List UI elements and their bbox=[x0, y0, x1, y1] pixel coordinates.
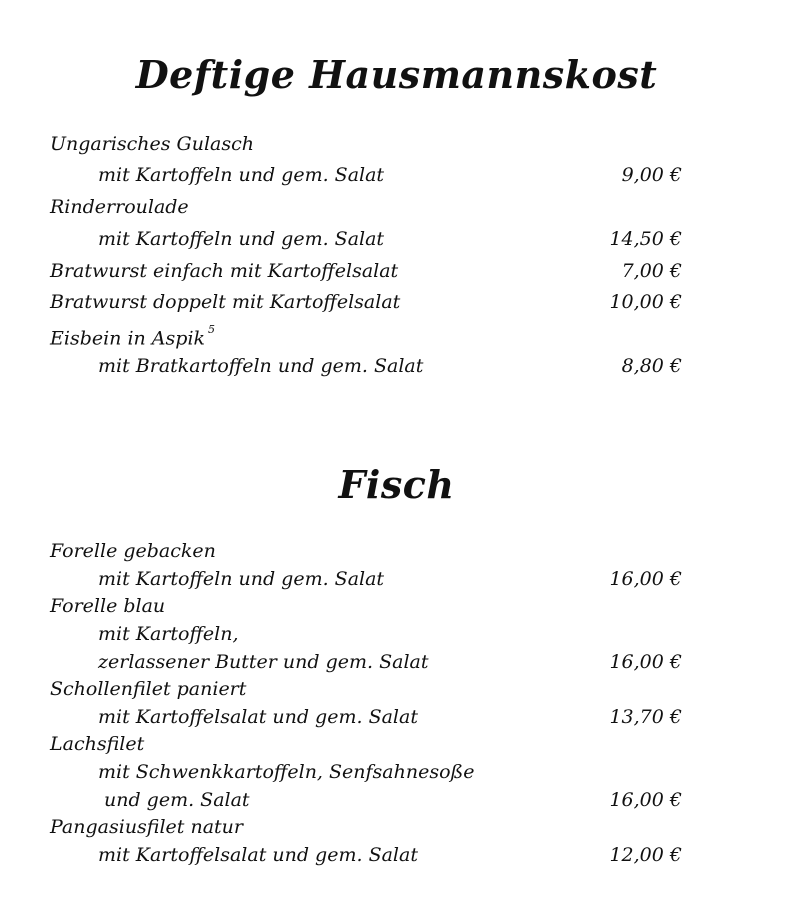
menu-item-price: 16,00 € bbox=[609, 789, 682, 811]
menu-item-name bbox=[0, 320, 793, 348]
menu-item-price: 13,70 € bbox=[609, 706, 682, 728]
menu-item-detail bbox=[0, 225, 793, 253]
menu-item-detail bbox=[0, 161, 793, 189]
menu-item-name bbox=[0, 257, 793, 285]
menu-item-price: 12,00 € bbox=[609, 844, 682, 866]
menu-item-label: Forelle blau bbox=[50, 595, 166, 617]
allergen-footnote: 5 bbox=[208, 323, 216, 336]
menu-item-detail bbox=[0, 648, 793, 676]
menu-item-detail bbox=[0, 352, 793, 380]
menu-item-name bbox=[0, 730, 793, 758]
menu-item-label: mit Kartoffeln, bbox=[98, 623, 239, 645]
menu-item-detail bbox=[0, 841, 793, 869]
menu-item-label: Bratwurst einfach mit Kartoffelsalat bbox=[50, 260, 399, 282]
menu-item-detail bbox=[0, 758, 793, 786]
menu-item-name bbox=[0, 592, 793, 620]
menu-item-name bbox=[0, 537, 793, 565]
menu-item-label: Bratwurst doppelt mit Kartoffelsalat bbox=[50, 291, 401, 313]
menu-item-detail bbox=[0, 786, 793, 814]
menu-item-name bbox=[0, 675, 793, 703]
menu-item-label: Ungarisches Gulasch bbox=[50, 133, 255, 155]
menu-item-price: 7,00 € bbox=[621, 260, 682, 282]
menu-item-detail bbox=[0, 620, 793, 648]
menu-item-label: mit Bratkartoffeln und gem. Salat bbox=[98, 355, 424, 377]
menu-item-name bbox=[0, 288, 793, 316]
menu-item-label: und gem. Salat bbox=[104, 789, 250, 811]
menu-item-label: mit Schwenkkartoffeln, Senfsahnesoße bbox=[98, 761, 475, 783]
menu-item-label: Schollenfilet paniert bbox=[50, 678, 247, 700]
menu-item-price: 16,00 € bbox=[609, 651, 682, 673]
menu-item-detail bbox=[0, 565, 793, 593]
menu-item-price: 14,50 € bbox=[609, 228, 682, 250]
menu-item-name bbox=[0, 813, 793, 841]
menu-item-price: 8,80 € bbox=[621, 355, 682, 377]
menu-item-label: mit Kartoffeln und gem. Salat bbox=[98, 164, 385, 186]
menu-item-label: Rinderroulade bbox=[50, 196, 189, 218]
menu-item-price: 16,00 € bbox=[609, 568, 682, 590]
menu-item-name bbox=[0, 193, 793, 221]
menu-item-label: zerlassener Butter und gem. Salat bbox=[98, 651, 429, 673]
menu-item-label: Lachsfilet bbox=[50, 733, 145, 755]
menu-item-label: Forelle gebacken bbox=[50, 540, 216, 562]
menu-item-label: mit Kartoffelsalat und gem. Salat bbox=[98, 706, 418, 728]
section-title-hausmannskost: Deftige Hausmannskost bbox=[135, 52, 658, 97]
menu-item-label: mit Kartoffeln und gem. Salat bbox=[98, 568, 385, 590]
menu-item-name bbox=[0, 130, 793, 158]
menu-item-label: mit Kartoffelsalat und gem. Salat bbox=[98, 844, 418, 866]
menu-item-label bbox=[50, 320, 215, 352]
menu-item-label-text: Eisbein in Aspik bbox=[50, 327, 206, 350]
menu-item-label: Pangasiusfilet natur bbox=[50, 816, 243, 838]
menu-item-detail bbox=[0, 703, 793, 731]
section-title-fisch: Fisch bbox=[338, 462, 455, 507]
menu-item-price: 9,00 € bbox=[621, 164, 682, 186]
menu-item-label: mit Kartoffeln und gem. Salat bbox=[98, 228, 385, 250]
menu-item-price: 10,00 € bbox=[609, 291, 682, 313]
